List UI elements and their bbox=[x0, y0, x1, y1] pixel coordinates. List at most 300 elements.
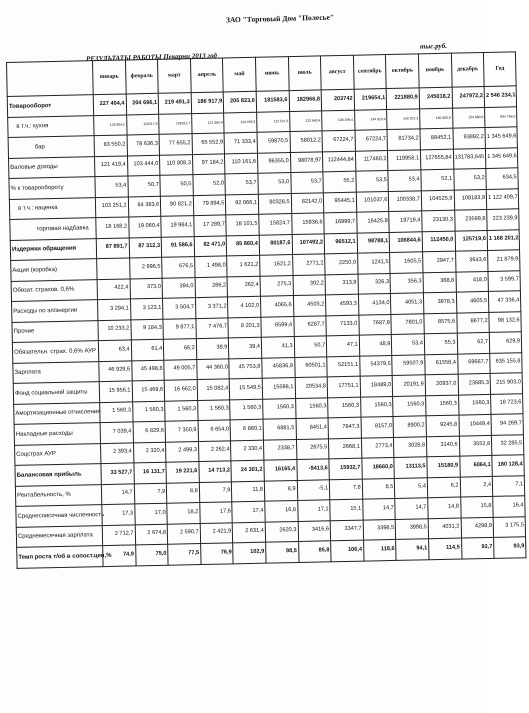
table-cell: 262,4 bbox=[227, 276, 260, 297]
column-header: июль bbox=[288, 56, 321, 91]
table-cell: 106,4 bbox=[331, 540, 364, 561]
table-cell: 4605,5 bbox=[456, 291, 489, 312]
table-cell: 1 345 649,6 bbox=[485, 127, 517, 148]
table-cell: -9413,6 bbox=[296, 459, 329, 480]
table-cell: 2 996,5 bbox=[129, 257, 162, 278]
table-cell: 61,4 bbox=[131, 339, 164, 360]
table-cell: 3398,5 bbox=[363, 519, 396, 540]
table-cell: 1560,3 bbox=[263, 398, 296, 419]
table-cell: 90 821,2 bbox=[161, 195, 194, 216]
table-cell: 181583,6 bbox=[256, 91, 289, 112]
table-cell: 18489,0 bbox=[360, 375, 393, 396]
table-cell: 53,0 bbox=[258, 173, 291, 194]
table-cell: 3643,6 bbox=[455, 250, 488, 271]
table-cell: 15,1 bbox=[330, 499, 363, 520]
table-cell: 182966,8 bbox=[289, 90, 322, 111]
table-cell: 49 005,7 bbox=[164, 359, 197, 380]
table-cell: 186 917,9 bbox=[191, 92, 224, 113]
table-cell: 3 371,2 bbox=[195, 297, 228, 318]
table-cell: 3978,3 bbox=[423, 292, 456, 313]
table-cell: 215 903,0 bbox=[490, 373, 522, 394]
table-cell: 9245,8 bbox=[426, 415, 459, 436]
table-cell: 118,6 bbox=[363, 539, 396, 560]
table-cell: 1 560,3 bbox=[100, 401, 133, 422]
table-cell: 92 066,1 bbox=[226, 194, 259, 215]
table-cell: 66,2 bbox=[164, 339, 197, 360]
table-cell: 19719,4 bbox=[389, 211, 422, 232]
table-cell: 80187,6 bbox=[259, 234, 292, 255]
table-cell: 1560,3 bbox=[458, 394, 491, 415]
table-cell: 6 654,0 bbox=[198, 420, 231, 441]
table-cell: 16425,9 bbox=[356, 212, 389, 233]
table-cell: 19 984,1 bbox=[161, 216, 194, 237]
table-cell: 50,7 bbox=[128, 175, 161, 196]
table-cell: 71 333,4 bbox=[224, 132, 257, 153]
table-cell: 3 175,5 bbox=[493, 516, 525, 537]
table-cell: 98 132,6 bbox=[489, 311, 521, 332]
table-cell: 62,7 bbox=[457, 332, 490, 353]
row-label: Издержки обращения bbox=[10, 238, 96, 260]
table-cell: 33 527,7 bbox=[101, 463, 134, 484]
row-label: в т.ч.: наценка bbox=[9, 197, 95, 219]
row-label: Обязат. страхов. 0,6% bbox=[11, 279, 97, 301]
table-cell: 143 854,2 bbox=[94, 114, 127, 135]
table-cell: 4593,3 bbox=[326, 294, 359, 315]
table-cell: 2338,7 bbox=[263, 439, 296, 460]
table-cell: 82 471,0 bbox=[194, 235, 227, 256]
table-cell: 7687,9 bbox=[359, 314, 392, 335]
table-cell: 16,4 bbox=[493, 496, 525, 517]
table-cell: 85,8 bbox=[298, 541, 331, 562]
table-cell: 205 823,6 bbox=[224, 91, 257, 112]
table-cell: 3140,6 bbox=[426, 436, 459, 457]
column-header: май bbox=[223, 57, 256, 92]
row-label: Накладные расходы bbox=[14, 423, 100, 445]
table-cell: 676,5 bbox=[162, 257, 195, 278]
table-cell: 24 301,2 bbox=[231, 460, 264, 481]
table-cell: 16 662,0 bbox=[164, 380, 197, 401]
table-body bbox=[7, 86, 526, 568]
table-cell: 78 636,3 bbox=[127, 134, 160, 155]
table-cell: 21 879,9 bbox=[488, 250, 520, 271]
table-cell: 18660,0 bbox=[362, 457, 395, 478]
table-cell: 14 713,2 bbox=[199, 461, 232, 482]
table-cell: 82142,0 bbox=[291, 192, 324, 213]
table-cell: 46 929,6 bbox=[99, 360, 132, 381]
table-cell: 23130,3 bbox=[422, 210, 455, 231]
table-cell: 4503,2 bbox=[293, 295, 326, 316]
table-cell: 2 674,8 bbox=[135, 524, 168, 545]
table-cell: 53,7 bbox=[290, 172, 323, 193]
table-cell: 59870,5 bbox=[257, 132, 290, 153]
table-cell: 17,1 bbox=[297, 500, 330, 521]
table-cell: 88452,1 bbox=[420, 128, 453, 149]
column-header: июнь bbox=[255, 57, 288, 92]
table-cell: 16,8 bbox=[265, 500, 298, 521]
table-cell: 15 469,6 bbox=[132, 380, 165, 401]
table-cell: 8900,2 bbox=[393, 416, 426, 437]
table-cell: 94 269,7 bbox=[491, 414, 523, 435]
table-cell: 53,7 bbox=[225, 173, 258, 194]
table-cell: 180 128,4 bbox=[492, 455, 524, 476]
table-cell: 103 251,2 bbox=[95, 196, 128, 217]
table-cell: 104525,9 bbox=[421, 190, 454, 211]
table-cell: 2675,5 bbox=[296, 438, 329, 459]
table-cell: 3347,7 bbox=[330, 520, 363, 541]
table-cell: 302,2 bbox=[293, 274, 326, 295]
table-cell: 141812,7 bbox=[159, 113, 192, 134]
table-cell: 2,4 bbox=[460, 476, 493, 497]
table-cell: 3552,8 bbox=[459, 435, 492, 456]
table-cell: 2 546 234,1 bbox=[484, 86, 516, 107]
table-cell: 6 829,6 bbox=[133, 421, 166, 442]
table-cell: 14,7 bbox=[395, 498, 428, 519]
table-cell: 121 364,4 bbox=[191, 112, 224, 133]
table-cell: 219 491,3 bbox=[158, 93, 191, 114]
table-cell: 23599,8 bbox=[454, 209, 487, 230]
table-cell: 3 504,7 bbox=[163, 298, 196, 319]
table-cell: 2668,1 bbox=[329, 438, 362, 459]
table-cell: 112450,0 bbox=[422, 231, 455, 252]
table-cell: 17,6 bbox=[200, 502, 233, 523]
table-cell: 7 350,9 bbox=[165, 421, 198, 442]
table-cell: 14,8 bbox=[428, 497, 461, 518]
results-table-container bbox=[6, 52, 525, 702]
table-cell: 15824,7 bbox=[259, 214, 292, 235]
table-cell: 223 239,9 bbox=[487, 209, 519, 230]
table-cell: 80328,5 bbox=[258, 193, 291, 214]
table-cell: 100338,7 bbox=[389, 190, 422, 211]
table-cell: 76,9 bbox=[200, 543, 233, 564]
table-cell: 7 039,4 bbox=[100, 422, 133, 443]
table-cell: 422,4 bbox=[97, 278, 130, 299]
report-title: РЕЗУЛЬТАТЫ РАБОТЫ Пекарни 2013 год bbox=[85, 51, 218, 64]
table-cell: 9 184,3 bbox=[131, 319, 164, 340]
table-cell: 75,0 bbox=[135, 544, 168, 565]
table-cell: 15932,7 bbox=[329, 458, 362, 479]
table-cell: 4065,6 bbox=[260, 296, 293, 317]
table-cell: 77,5 bbox=[168, 544, 201, 565]
table-cell: 8 201,3 bbox=[228, 317, 261, 338]
table-cell: 112444,84 bbox=[323, 151, 356, 172]
table-cell: 96512,1 bbox=[324, 233, 357, 254]
table-cell: 1 560,3 bbox=[197, 399, 230, 420]
table-cell: 7,1 bbox=[492, 475, 524, 496]
table-cell: 94,1 bbox=[396, 539, 429, 560]
table-cell: 93892,2 bbox=[453, 127, 486, 148]
table-cell: 313,9 bbox=[325, 274, 358, 295]
table-cell: 97 184,2 bbox=[192, 153, 225, 174]
table-cell: 121724,3 bbox=[257, 111, 290, 132]
table-cell: -5,1 bbox=[297, 479, 330, 500]
table-cell: 136 299,4 bbox=[322, 110, 355, 131]
table-cell: 2 320,4 bbox=[133, 442, 166, 463]
table-cell: 6064,1 bbox=[459, 455, 492, 476]
table-cell: 4031,2 bbox=[428, 518, 461, 539]
table-cell: 3 599,7 bbox=[488, 270, 520, 291]
table-cell: 52,1 bbox=[421, 169, 454, 190]
row-label: Амортизационные отчисления bbox=[14, 402, 100, 424]
table-cell: 245018,2 bbox=[419, 87, 452, 108]
table-cell: 85 860,4 bbox=[227, 235, 260, 256]
table-cell: 7,9 bbox=[134, 483, 167, 504]
table-cell: 32 285,5 bbox=[492, 434, 524, 455]
table-cell: 98,5 bbox=[266, 541, 299, 562]
table-cell: 1560,3 bbox=[426, 395, 459, 416]
table-cell: 131783,645 bbox=[453, 148, 486, 169]
table-cell: 50,5 bbox=[160, 175, 193, 196]
row-label: в т.ч.: кухня bbox=[8, 115, 94, 137]
table-cell: 45836,9 bbox=[262, 357, 295, 378]
table-cell: 160 065,6 bbox=[419, 108, 452, 129]
table-cell: 55,3 bbox=[424, 333, 457, 354]
table-cell: 98788,1 bbox=[357, 232, 390, 253]
table-cell: 15180,9 bbox=[427, 456, 460, 477]
table-cell: 2 499,3 bbox=[166, 441, 199, 462]
table-cell: 1560,3 bbox=[393, 395, 426, 416]
table-cell: 23685,3 bbox=[458, 373, 491, 394]
table-cell: 95445,1 bbox=[323, 192, 356, 213]
table-cell: 15 956,1 bbox=[99, 381, 132, 402]
table-cell: 67224,7 bbox=[355, 130, 388, 151]
table-cell: 3416,6 bbox=[298, 520, 331, 541]
table-cell: 125217,5 bbox=[126, 114, 159, 135]
table-cell: 2 330,4 bbox=[231, 440, 264, 461]
table-cell: 9 877,1 bbox=[163, 318, 196, 339]
table-cell: 50,7 bbox=[294, 336, 327, 357]
table-cell: 19 221,6 bbox=[166, 462, 199, 483]
column-header: октябрь bbox=[386, 54, 419, 89]
table-cell: 1 122 409,7 bbox=[486, 188, 518, 209]
table-cell: 154 080,0 bbox=[452, 107, 485, 128]
table-cell: 45 753,8 bbox=[229, 358, 262, 379]
table-cell: 87 312,3 bbox=[129, 237, 162, 258]
row-label: Балансовая прибыль bbox=[15, 464, 101, 486]
table-cell: 15 549,5 bbox=[230, 378, 263, 399]
table-cell: 47,1 bbox=[326, 335, 359, 356]
table-cell: 83 550,2 bbox=[94, 135, 127, 156]
table-cell: 107492,2 bbox=[292, 233, 325, 254]
table-cell: 53,4 bbox=[388, 170, 421, 191]
table-cell: 4298,9 bbox=[461, 517, 494, 538]
table-cell: 11,8 bbox=[232, 481, 265, 502]
table-cell: 6,2 bbox=[427, 477, 460, 498]
table-cell: 52,0 bbox=[193, 174, 226, 195]
table-cell: 7801,0 bbox=[391, 313, 424, 334]
table-cell: 125719,6 bbox=[455, 230, 488, 251]
table-cell: 1 498,0 bbox=[194, 256, 227, 277]
table-cell: 219654,1 bbox=[354, 89, 387, 110]
table-cell: 1605,5 bbox=[390, 252, 423, 273]
table-cell: 8,9 bbox=[264, 480, 297, 501]
table-cell: 18 168,2 bbox=[96, 217, 129, 238]
table-cell: 1 560,3 bbox=[132, 401, 165, 422]
row-label: Валовые доходы bbox=[9, 156, 95, 178]
table-cell: 2771,2 bbox=[292, 254, 325, 275]
table-cell: 18 101,5 bbox=[226, 214, 259, 235]
table-cell: 17,3 bbox=[102, 504, 135, 525]
table-cell: 74,9 bbox=[103, 545, 136, 566]
table-cell: 7 476,7 bbox=[196, 317, 229, 338]
table-cell: 123 660,4 bbox=[289, 110, 322, 131]
table-cell: 60501,1 bbox=[294, 356, 327, 377]
table-cell: 106844,6 bbox=[389, 231, 422, 252]
table-cell: 101037,6 bbox=[356, 191, 389, 212]
table-cell: 3 123,1 bbox=[130, 298, 163, 319]
table-cell: 368,8 bbox=[423, 272, 456, 293]
results-table bbox=[6, 51, 527, 568]
table-cell: 98078,97 bbox=[290, 151, 323, 172]
table-cell: 52151,1 bbox=[327, 356, 360, 377]
table-cell: 15 082,4 bbox=[197, 379, 230, 400]
header-cell-label bbox=[7, 61, 94, 97]
table-cell: 65 552,9 bbox=[192, 133, 225, 154]
row-label: Товарооборот bbox=[7, 95, 93, 117]
table-cell: 227 404,4 bbox=[93, 94, 126, 115]
column-header: март bbox=[158, 59, 191, 94]
table-cell: 203742 bbox=[321, 89, 354, 110]
table-cell: 44 360,0 bbox=[197, 358, 230, 379]
table-cell: 61558,4 bbox=[425, 354, 458, 375]
table-cell: 8,8 bbox=[167, 482, 200, 503]
table-cell: 93,9 bbox=[494, 537, 526, 558]
table-cell: 17,0 bbox=[134, 503, 167, 524]
table-cell: 16 131,7 bbox=[134, 462, 167, 483]
table-cell: 87 891,7 bbox=[96, 237, 129, 258]
table-cell: 1241,5 bbox=[357, 253, 390, 274]
column-header: февраль bbox=[125, 59, 158, 94]
table-cell: 356,3 bbox=[390, 272, 423, 293]
table-cell: 2773,4 bbox=[361, 437, 394, 458]
table-cell: 117460,2 bbox=[355, 150, 388, 171]
table-cell: 127655,84 bbox=[420, 149, 453, 170]
row-label: Среднемесячная зарплата bbox=[16, 525, 102, 547]
table-cell: 15936,6 bbox=[291, 213, 324, 234]
table-cell: 134 490,3 bbox=[224, 112, 257, 133]
table-cell: 20534,8 bbox=[295, 377, 328, 398]
table-cell: 1 168 201,2 bbox=[487, 229, 519, 250]
table-cell: 8,5 bbox=[362, 478, 395, 499]
table-cell: 121 419,4 bbox=[94, 155, 127, 176]
table-cell: 91 586,6 bbox=[161, 236, 194, 257]
unit-label: тыс.руб. bbox=[419, 41, 448, 51]
table-cell: 17751,1 bbox=[327, 376, 360, 397]
table-cell: 1 345 649,6 bbox=[486, 147, 518, 168]
table-cell: 247972,2 bbox=[452, 86, 485, 107]
table-cell: 8451,4 bbox=[296, 418, 329, 439]
table-cell: 108183,9 bbox=[454, 189, 487, 210]
column-header: декабрь bbox=[451, 52, 484, 87]
table-cell: 1 560,3 bbox=[165, 400, 198, 421]
table-cell: 2620,3 bbox=[265, 521, 298, 542]
table-cell: 77 655,2 bbox=[159, 134, 192, 155]
table-cell: 13113,5 bbox=[394, 457, 427, 478]
table-cell: 2 421,9 bbox=[200, 522, 233, 543]
table-cell: 119958,1 bbox=[388, 149, 421, 170]
table-cell: 1 560,3 bbox=[230, 399, 263, 420]
table-cell: 1 621,2 bbox=[227, 255, 260, 276]
table-cell: 286,2 bbox=[195, 276, 228, 297]
table-cell: 2947,7 bbox=[423, 251, 456, 272]
table-cell: 14,7 bbox=[362, 498, 395, 519]
row-label: Фонд социальной защиты bbox=[13, 382, 99, 404]
row-label: Прочие bbox=[12, 320, 98, 342]
table-cell: 53,4 bbox=[95, 176, 128, 197]
table-cell: 18 723,6 bbox=[491, 393, 523, 414]
table-cell: 8575,6 bbox=[424, 313, 457, 334]
table-cell: 39,9 bbox=[196, 338, 229, 359]
table-cell: 45 498,8 bbox=[131, 360, 164, 381]
column-header: сентябрь bbox=[353, 55, 386, 90]
row-label: Обязательн. страх. 0,6% АУР bbox=[12, 341, 98, 363]
table-cell: 79 894,5 bbox=[193, 194, 226, 215]
table-cell: 110 808,3 bbox=[160, 154, 193, 175]
table-cell: 15,8 bbox=[460, 496, 493, 517]
table-cell: 4051,3 bbox=[391, 293, 424, 314]
table-cell: 3 294,1 bbox=[97, 299, 130, 320]
table-cell: 58012,2 bbox=[290, 131, 323, 152]
table-cell: 2 631,4 bbox=[233, 522, 266, 543]
table-cell: 2 262,4 bbox=[198, 440, 231, 461]
table-cell: 20937,0 bbox=[425, 374, 458, 395]
table-cell: 1621,2 bbox=[260, 255, 293, 276]
table-cell: 8157,0 bbox=[361, 416, 394, 437]
table-cell: 634,5 bbox=[486, 168, 518, 189]
table-cell: 221880,9 bbox=[386, 88, 419, 109]
row-label: Среднесписочная численность bbox=[16, 505, 102, 527]
table-cell: 1560,3 bbox=[360, 396, 393, 417]
row-label: торговая надбавка bbox=[10, 218, 96, 240]
table-cell: 1560,3 bbox=[295, 397, 328, 418]
table-cell: 96355,0 bbox=[257, 152, 290, 173]
table-cell: 67224,7 bbox=[322, 130, 355, 151]
table-cell: 16165,4 bbox=[264, 460, 297, 481]
table-cell: 55,2 bbox=[323, 171, 356, 192]
table-cell: 7,8 bbox=[329, 479, 362, 500]
table-cell: 3028,8 bbox=[394, 436, 427, 457]
row-label: Расходы по эл/энергии bbox=[12, 300, 98, 322]
column-header: январь bbox=[92, 60, 125, 95]
table-cell: 48,9 bbox=[359, 334, 392, 355]
table-cell: 2 393,4 bbox=[101, 442, 134, 463]
table-cell: 19 060,4 bbox=[128, 216, 161, 237]
table-cell: 373,0 bbox=[130, 278, 163, 299]
table-cell: 6881,5 bbox=[263, 419, 296, 440]
table-cell: 7,9 bbox=[199, 481, 232, 502]
column-header: Год bbox=[484, 52, 517, 87]
table-cell: 149 207,3 bbox=[387, 108, 420, 129]
table-cell: 1560,3 bbox=[328, 397, 361, 418]
table-cell: 59507,9 bbox=[392, 354, 425, 375]
table-cell: 6 860,1 bbox=[230, 419, 263, 440]
table-cell: 63,4 bbox=[98, 340, 131, 361]
table-cell: 629,9 bbox=[489, 332, 521, 353]
table-cell: 7133,0 bbox=[326, 315, 359, 336]
table-cell: 394,0 bbox=[162, 277, 195, 298]
table-cell: 54379,5 bbox=[359, 355, 392, 376]
table-cell: 418,0 bbox=[456, 271, 489, 292]
column-header: ноябрь bbox=[418, 53, 451, 88]
row-label: Зарплата bbox=[13, 361, 99, 383]
row-label: Рентабельность, % bbox=[15, 484, 101, 506]
row-label: бар bbox=[8, 136, 94, 158]
table-cell: 53,5 bbox=[356, 171, 389, 192]
table-cell: 102,9 bbox=[233, 542, 266, 563]
table-cell: 144 924,4 bbox=[354, 109, 387, 130]
table-cell: 2250,0 bbox=[325, 253, 358, 274]
table-cell: 39,4 bbox=[229, 337, 262, 358]
table-cell: 92,7 bbox=[461, 537, 494, 558]
